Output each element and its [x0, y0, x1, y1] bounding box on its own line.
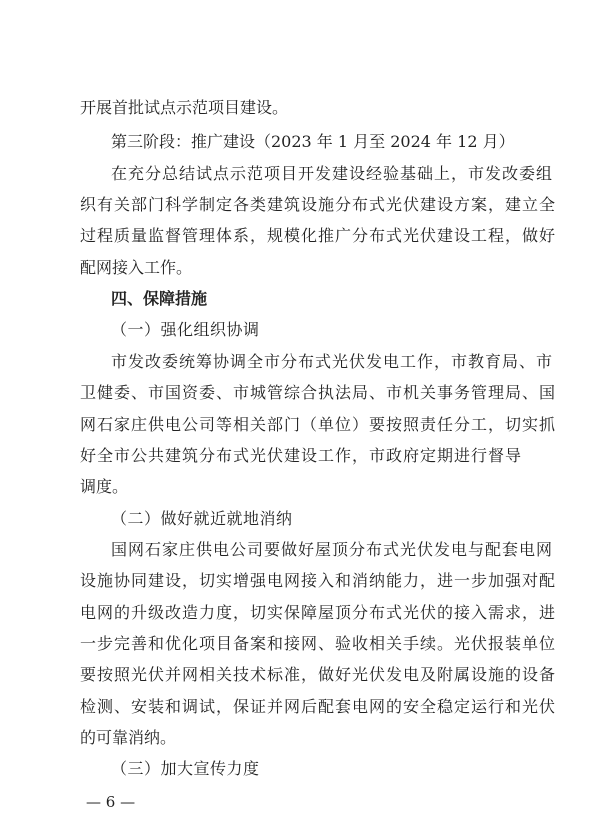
- body-text-line: 的可靠消纳。: [80, 728, 177, 747]
- body-text-line: 要按照光伏并网相关技术标准，做好光伏发电及附属设施的设备: [80, 665, 557, 684]
- body-text-line: 开展首批试点示范项目建设。: [80, 98, 289, 117]
- body-text-line: 在充分总结试点示范项目开发建设经验基础上，市发改委组: [111, 164, 554, 183]
- section-heading: 四、保障措施: [111, 289, 208, 308]
- body-text-line: 检测、安装和调试，保证并网后配套电网的安全稳定运行和光伏: [80, 697, 557, 716]
- body-text-line: 电网的升级改造力度，切实保障屋顶分布式光伏的接入需求，进: [80, 603, 557, 622]
- body-text-line: 卫健委、市国资委、市城管综合执法局、市机关事务管理局、国: [80, 383, 557, 402]
- body-text-line: 国网石家庄供电公司要做好屋顶分布式光伏发电与配套电网: [111, 540, 554, 559]
- subsection-heading: （一）强化组织协调: [111, 320, 260, 339]
- page-number: — 6 —: [86, 793, 136, 811]
- body-text-line: 配网接入工作。: [80, 258, 193, 277]
- phase-three-heading: 第三阶段：推广建设（2023 年 1 月至 2024 年 12 月）: [111, 132, 515, 151]
- subsection-heading: （三）加大宣传力度: [111, 759, 260, 778]
- body-text-line: 过程质量监督管理体系，规模化推广分布式光伏建设工程，做好: [80, 226, 557, 245]
- subsection-heading: （二）做好就近就地消纳: [111, 509, 293, 528]
- body-text-line: 市发改委统筹协调全市分布式光伏发电工作，市教育局、市: [111, 352, 554, 371]
- body-text-line: 网石家庄供电公司等相关部门（单位）要按照责任分工，切实抓: [80, 415, 557, 434]
- body-text-line: 织有关部门科学制定各类建筑设施分布式光伏建设方案，建立全: [80, 195, 557, 214]
- body-text-line: 设施协同建设，切实增强电网接入和消纳能力，进一步加强对配: [80, 571, 557, 590]
- body-text-line: 调度。: [80, 477, 129, 496]
- body-text-line: 一步完善和优化项目备案和接网、验收相关手续。光伏报装单位: [80, 634, 557, 653]
- body-text-line: 好全市公共建筑分布式光伏建设工作，市政府定期进行督导: [80, 446, 523, 465]
